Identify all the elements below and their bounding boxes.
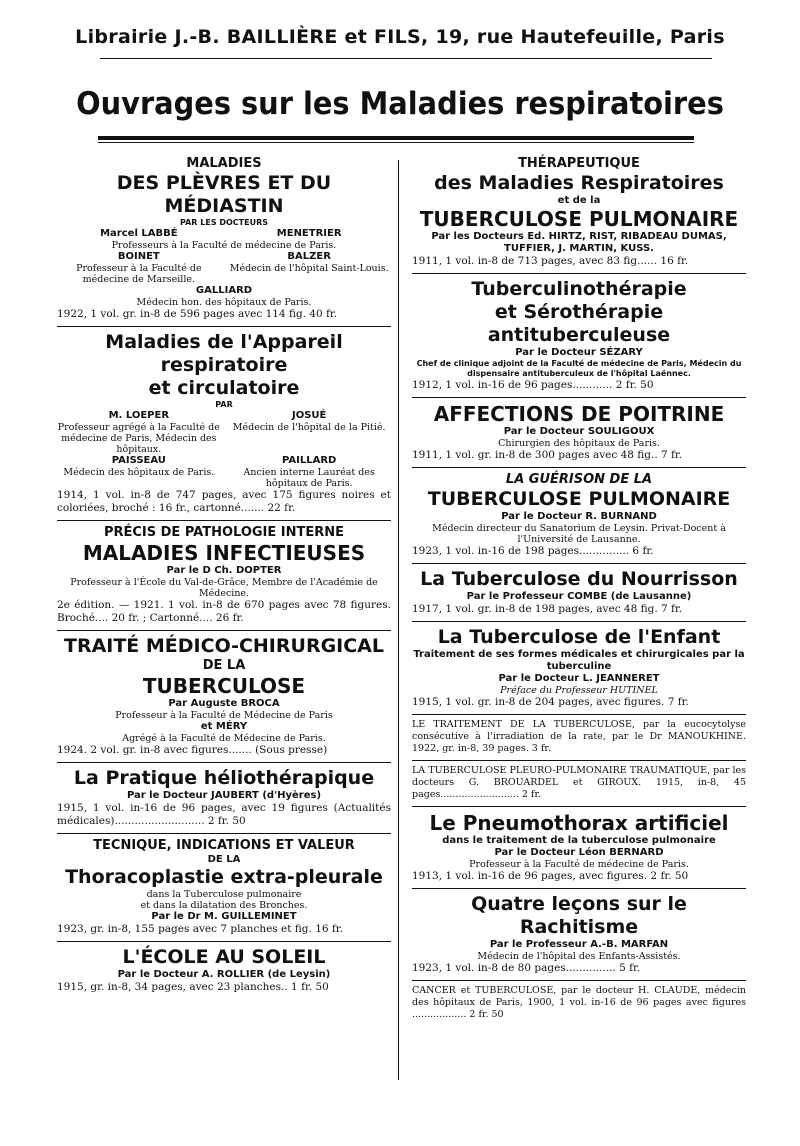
book-title: Thoracoplastie extra-pleurale (65, 866, 383, 888)
publisher-header: Librairie J.-B. BAILLIÈRE et FILS, 19, rue Hautefeuille, Paris (75, 26, 725, 48)
entry-line: LA GUÉRISON DE LA (505, 472, 653, 487)
author: Par Auguste BROCA (168, 698, 280, 709)
author: MENETRIER (276, 228, 342, 239)
price-line: 1915, 1 vol. in-16 de 96 pages, avec 19 figures (Actualités médicales)........................... 2 fr. 50 (57, 802, 391, 827)
book-entry (412, 761, 746, 807)
author: Par le Docteur L. JEANNERET (498, 673, 660, 684)
price-line: LE TRAITEMENT DE LA TUBERCULOSE, par la eucocytolyse consécutive à l'irradiation de la rate, par le Dr MANOUKHINE. 1922, gr. in-8, 39 pages. 3 fr. (412, 719, 746, 754)
price-line: 1923, gr. in-8, 155 pages avec 7 planches et fig. 16 fr. (57, 923, 343, 935)
book-title: La Tuberculose du Nourrisson (420, 568, 738, 590)
book-title: TUBERCULOSE PULMONAIRE (427, 488, 731, 510)
book-entry (57, 327, 391, 521)
book-entry (57, 152, 391, 327)
title-rule-thick (98, 136, 694, 140)
price-line: 1913, 1 vol. in-16 de 96 pages, avec figures. 2 fr. 50 (412, 870, 689, 882)
book-title: Le Pneumothorax artificiel (429, 811, 729, 835)
affiliation: Médecin hon. des hôpitaux de Paris. (136, 297, 312, 308)
subtitle: dans le traitement de la tuberculose pulmonaire (442, 835, 716, 846)
book-title: Maladies de l'Appareil respiratoire (105, 331, 343, 376)
book-title: MALADIES INFECTIEUSES (82, 541, 366, 565)
book-title: TRAITÉ MÉDICO-CHIRURGICAL (63, 635, 384, 657)
column-divider (398, 160, 399, 1080)
price-line: 1917, 1 vol. gr. in-8 de 198 pages, avec 48 fig. 7 fr. (412, 603, 683, 615)
book-entry (412, 274, 746, 398)
entry-line: DE LA (207, 854, 241, 865)
affiliation: Professeur à la Faculté de Médecine de Paris (115, 710, 333, 721)
affiliation: Médecin de l'hôpital Saint-Louis. (229, 263, 389, 274)
book-entry (412, 622, 746, 715)
book-title: et Sérothérapie antituberculeuse (487, 301, 671, 346)
author: Par les Docteurs Ed. HIRTZ, RIST, RIBADEAU DUMAS, TUFFIER, J. MARTIN, KUSS. (431, 231, 727, 254)
author: Par le Dr M. GUILLEMINET (151, 911, 297, 922)
affiliation: Professeur agrégé à la Faculté de médecine de Paris, Médecin des hôpitaux. (57, 422, 220, 455)
author: Par le Docteur R. BURNAND (501, 511, 657, 522)
affiliation: Médecin de l'hôpital des Enfants-Assistés. (477, 951, 681, 962)
price-line: 1912, 1 vol. in-16 de 96 pages............ 2 fr. 50 (412, 379, 654, 391)
author: PAILLARD (281, 455, 337, 466)
left-column (57, 152, 391, 999)
author: M. LOEPER (108, 410, 170, 421)
affiliation: Ancien interne Lauréat des hôpitaux de Paris. (243, 467, 375, 489)
book-title: Tuberculinothérapie (471, 278, 687, 300)
book-title: DES PLÈVRES ET DU MÉDIASTIN (116, 172, 332, 217)
affiliation: Professeur à la Faculté de médecine de Paris. (469, 859, 689, 870)
author: JOSUÉ (291, 410, 327, 421)
book-title: TUBERCULOSE PULMONAIRE (419, 207, 739, 231)
price-line: 1911, 1 vol. gr. in-8 de 300 pages avec 48 fig.. 7 fr. (412, 449, 683, 461)
author: BALZER (287, 251, 331, 262)
affiliation: Agrégé à la Faculté de Médecine de Paris. (122, 733, 326, 744)
entry-line: TECNIQUE, INDICATIONS ET VALEUR (93, 838, 355, 853)
book-title: La Pratique héliothérapique (73, 767, 375, 789)
entry-line: PAR LES DOCTEURS (179, 218, 269, 227)
affiliation: Professeur à l'École du Val-de-Grâce, Membre de l'Académie de Médecine. (70, 577, 378, 599)
book-entry (412, 889, 746, 981)
price-line: 1915, gr. in-8, 34 pages, avec 23 planches.. 1 fr. 50 (57, 981, 329, 993)
title-rule-thin (98, 142, 694, 143)
price-line: 2e édition. — 1921. 1 vol. in-8 de 670 pages avec 78 figures. Broché.... 20 fr. ; Cartonné.... 26 fr. (57, 599, 391, 624)
author: Marcel LABBÉ (100, 228, 178, 239)
page-title: Ouvrages sur les Maladies respiratoires (76, 86, 724, 122)
entry-line: PAR (215, 400, 233, 409)
book-entry (412, 398, 746, 468)
book-title: et circulatoire (148, 377, 300, 399)
book-entry (412, 715, 746, 761)
affiliation: et dans la dilatation des Bronches. (140, 900, 308, 911)
entry-line: DE LA (202, 658, 246, 673)
subtitle: Traitement de ses formes médicales et chirurgicales par la tuberculine (413, 649, 745, 672)
entry-line: et de la (557, 195, 601, 206)
price-line: 1922, 1 vol. gr. in-8 de 596 pages avec 114 fig. 40 fr. (57, 308, 338, 320)
book-entry (57, 942, 391, 999)
author: et MÉRY (200, 721, 248, 732)
author: PAISSEAU (111, 455, 166, 466)
book-title: AFFECTIONS DE POITRINE (433, 402, 725, 426)
author: Par le Professeur A.-B. MARFAN (489, 939, 669, 950)
price-line: LA TUBERCULOSE PLEURO-PULMONAIRE TRAUMATIQUE, par les docteurs G. BROUARDEL et GIROUX. 1915, in-8, 45 pages.......................... 2 fr. (412, 765, 746, 800)
book-title: des Maladies Respiratoires (434, 172, 724, 194)
author: BOINET (117, 251, 160, 262)
affiliation: Médecin de l'hôpital de la Pitié. (232, 422, 386, 433)
affiliation: Chef de clinique adjoint de la Faculté de médecine de Paris, Médecin du dispensaire antituberculeux de l'hôpital Laënnec. (416, 359, 742, 378)
affiliation: dans la Tuberculose pulmonaire (146, 889, 302, 900)
book-title: Quatre leçons sur le Rachitisme (471, 893, 687, 938)
author: Par le Professeur COMBE (de Lausanne) (466, 591, 692, 602)
book-entry (412, 981, 746, 1026)
book-title: TUBERCULOSE (142, 674, 306, 698)
entry-line: PRÉCIS DE PATHOLOGIE INTERNE (103, 525, 345, 540)
book-entry (57, 521, 391, 631)
author: Par le Docteur JAUBERT (d'Hyères) (126, 790, 322, 801)
entry-line: MALADIES (186, 156, 262, 171)
affiliation: Professeurs à la Faculté de médecine de Paris. (111, 240, 337, 251)
author: Par le Docteur SÉZARY (515, 347, 643, 358)
affiliation: Médecin des hôpitaux de Paris. (63, 467, 215, 478)
price-line: 1923, 1 vol. in-8 de 80 pages............... 5 fr. (412, 962, 641, 974)
entry-line: THÉRAPEUTIQUE (518, 156, 640, 171)
price-line: 1923, 1 vol. in-16 de 198 pages............... 6 fr. (412, 545, 654, 557)
preface: Préface du Professeur HUTINEL (500, 685, 658, 696)
author: Par le Docteur Léon BERNARD (494, 847, 664, 858)
book-entry (57, 631, 391, 763)
price-line: 1914, 1 vol. in-8 de 747 pages, avec 175 figures noires et coloriées, broché : 16 fr., cartonné....... 22 fr. (57, 489, 391, 514)
book-entry (57, 834, 391, 942)
right-column (412, 152, 746, 1026)
price-line: 1924. 2 vol. gr. in-8 avec figures....... (Sous presse) (57, 744, 328, 756)
author: GALLIARD (195, 285, 253, 296)
author: Par le Docteur SOULIGOUX (503, 426, 655, 437)
price-line: 1911, 1 vol. in-8 de 713 pages, avec 83 fig...... 16 fr. (412, 255, 689, 267)
author: Par le D Ch. DOPTER (166, 565, 282, 576)
book-entry (57, 763, 391, 834)
affiliation: Chirurgien des hôpitaux de Paris. (498, 438, 660, 449)
book-title: L'ÉCOLE AU SOLEIL (122, 946, 326, 968)
affiliation: Médecin directeur du Sanatorium de Leysin. Privat-Docent à l'Université de Lausanne. (432, 523, 726, 545)
book-entry (412, 468, 746, 564)
book-entry (412, 152, 746, 274)
book-entry (412, 807, 746, 889)
header-rule (100, 58, 712, 59)
price-line: 1915, 1 vol. gr. in-8 de 204 pages, avec figures. 7 fr. (412, 696, 689, 708)
author: Par le Docteur A. ROLLIER (de Leysin) (117, 969, 331, 980)
price-line: CANCER et TUBERCULOSE, par le docteur H. CLAUDE, médecin des hôpitaux de Paris, 1900, 1 vol. in-16 de 96 pages avec figures .................. 2 fr. 50 (412, 985, 746, 1020)
book-entry (412, 564, 746, 622)
book-title: La Tuberculose de l'Enfant (437, 626, 721, 648)
affiliation: Professeur à la Faculté de médecine de Marseille. (76, 263, 202, 285)
